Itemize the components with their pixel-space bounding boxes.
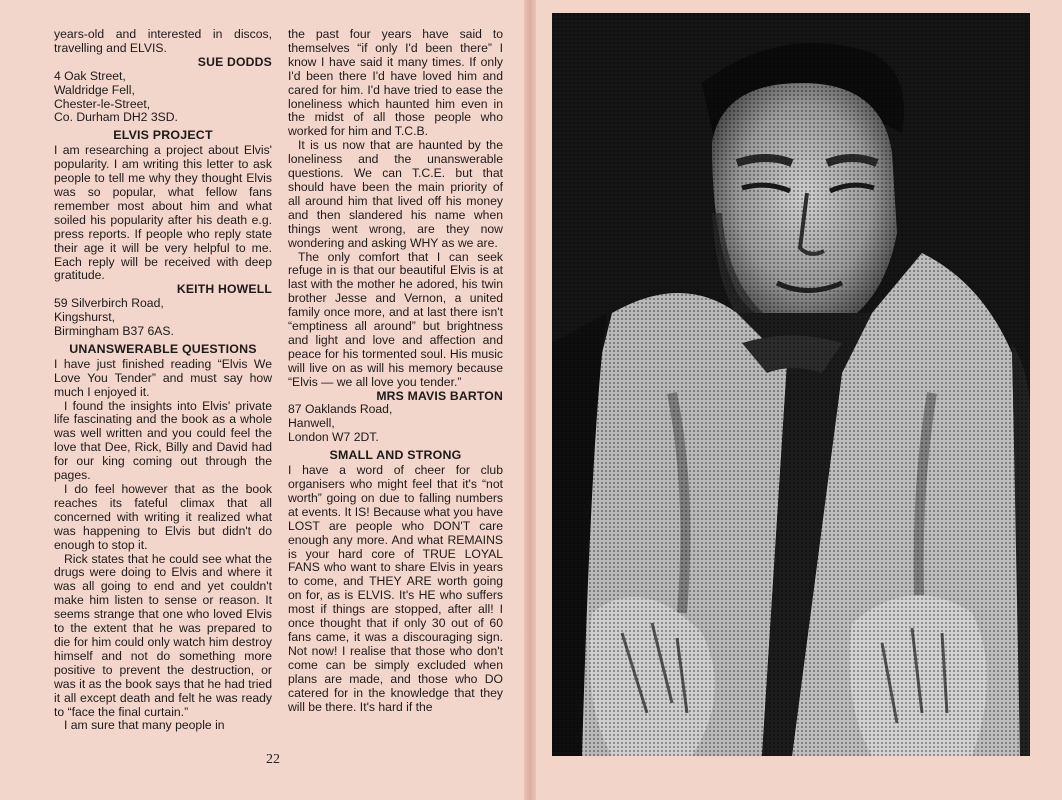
address-line: 4 Oak Street, xyxy=(54,68,126,83)
address-sue-dodds xyxy=(54,70,272,126)
address-keith-howell xyxy=(54,297,272,339)
paragraph: It is us now that are haunted by the loneliness and the unanswerable questions. We can T.C.E. but that should have been the main priority of all around him that lived off his money and then slandered his name when things went wrong, are they now wondering and asking WHY as we are. xyxy=(288,138,503,250)
paragraph: the past four years have said to themselves “if only I'd been there” I know I have said it many times. If only I'd been there I'd have loved him and cared for him. I'd have tried to ease the loneliness which haunted him even in the midst of all those people who worked for him and T.C.B. xyxy=(288,27,503,139)
binding-gutter xyxy=(524,0,536,800)
signature-sue-dodds: SUE DODDS xyxy=(197,54,272,69)
letter-intro-text: years-old and interested in discos, travelling and ELVIS. xyxy=(54,27,272,55)
paragraph: I found the insights into Elvis' private life fascinating and the book as a whole was well written and you could feel the love that Dee, Rick, Billy and David had for our king coming out through the pages. xyxy=(54,398,272,483)
signature-mavis-barton: MRS MAVIS BARTON xyxy=(376,388,503,403)
letter-small-and-strong: I have a word of cheer for club organisers who might feel that it's “not worth” going on due to falling numbers at events. It IS! Because what you have LOST are people who DON'T care enough any more. And what REMAINS is your hard core of TRUE LOYAL FANS who want to share Elvis in years to come, and THEY ARE worth going on for, as is ELVIS. It's HE who suffers most if things are stopped, after all! I once thought that if only 30 out of 60 fans came, it was a discouraging sign. Not now! I realise that those who don't come can be simply excluded when plans are made, and those who DO catered for in the knowledge that they will be there. It's hard if the xyxy=(288,463,503,714)
address-mavis-barton xyxy=(288,403,503,445)
address-line: Kingshurst, xyxy=(54,310,115,325)
letter-elvis-project: I am researching a project about Elvis' popularity. I am writing this letter to ask people to tell me why they thought Elvis was so popular, what fellow fans remember most about him and what soiled his popularity after his death e.g. press reports. If people who reply state their age it will be very helpful to me. Each reply will be received with deep gratitude. xyxy=(54,143,272,283)
paragraph: Rick states that he could see what the drugs were doing to Elvis and where it was all going to end and yet couldn't make him listen to sense or reason. It seems strange that one who loved Elvis to the extent that he was prepared to die for him could only watch him destroy himself and not do something more positive to prevent the destruction, or was it as the book says that he had tried it all except death and felt he was ready to “face the final curtain.” xyxy=(54,551,272,719)
paragraph: I have just finished reading “Elvis We Love You Tender” and must say how much I enjoyed it. xyxy=(54,356,272,399)
address-line: Hanwell, xyxy=(288,416,335,431)
page-number: 22 xyxy=(266,752,280,767)
heading-unanswerable-questions: UNANSWERABLE QUESTIONS xyxy=(69,341,257,356)
paragraph: The only comfort that I can seek refuge in is that our beautiful Elvis is at last with the mother he adored, his twin brother Jesse and Vernon, a united family once more, and at last there isn't “emptiness all around” but brightness and light and love and affection and peace for his tormented soul. His music will live on as will his memory because “Elvis — we all love you tender.” xyxy=(288,249,503,389)
signature-keith-howell: KEITH HOWELL xyxy=(176,282,272,297)
address-line: London W7 2DT. xyxy=(288,430,379,445)
heading-elvis-project: ELVIS PROJECT xyxy=(113,128,213,143)
text-column-1 xyxy=(54,28,272,733)
paragraph: I do feel however that as the book reaches its fateful climax that all concerned with writing it realized what was happening to Elvis but didn't do enough to stop it. xyxy=(54,482,272,552)
address-line: Chester-le-Street, xyxy=(54,96,151,111)
address-line: 59 Silverbirch Road, xyxy=(54,296,164,311)
address-line: Co. Durham DH2 3SD. xyxy=(54,110,178,125)
paragraph: I am sure that many people in xyxy=(64,718,225,733)
address-line: 87 Oaklands Road, xyxy=(288,402,393,417)
address-line: Waldridge Fell, xyxy=(54,82,135,97)
heading-small-and-strong: SMALL AND STRONG xyxy=(329,448,462,463)
text-column-2 xyxy=(288,28,503,714)
address-line: Birmingham B37 6AS. xyxy=(54,324,174,339)
elvis-photo xyxy=(552,13,1030,756)
